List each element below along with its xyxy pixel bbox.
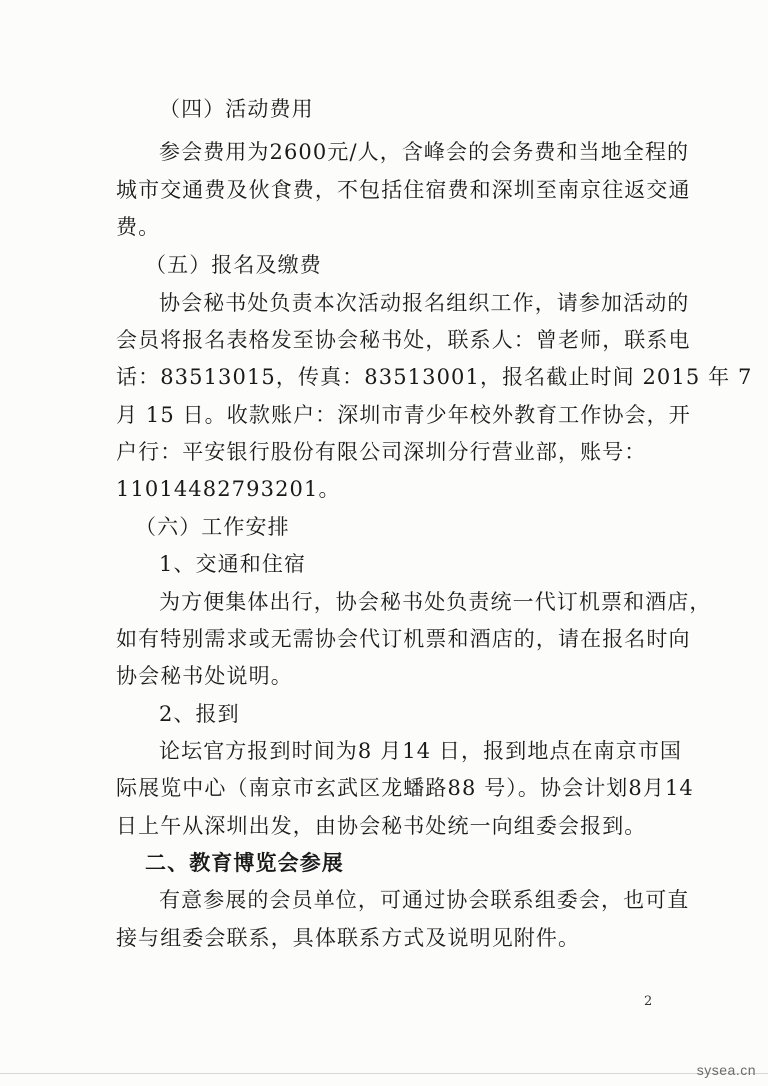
paragraph-line: 协会秘书处负责本次活动报名组织工作，请参加活动的 [159, 291, 690, 315]
paragraph-line: 日上午从深圳出发，由协会秘书处统一向组委会报到。 [116, 814, 647, 838]
section-heading-work-arrangements: （六）工作安排 [135, 515, 290, 539]
watermark-divider [0, 1073, 768, 1074]
subsection-heading-transport: 1、交通和住宿 [159, 552, 307, 576]
paragraph-line: 如有特别需求或无需协会代订机票和酒店的，请在报名时向 [116, 627, 691, 651]
section-heading-activity-fees: （四）活动费用 [159, 97, 314, 121]
paragraph-line: 11014482793201。 [116, 477, 341, 501]
page-number: 2 [644, 994, 653, 1009]
section-heading-registration: （五）报名及缴费 [145, 253, 322, 277]
paragraph-line: 际展览中心（南京市玄武区龙蟠路88 号）。协会计划8月14 [116, 776, 694, 800]
paragraph-line: 有意参展的会员单位，可通过协会联系组委会，也可直 [159, 888, 690, 912]
paragraph-line: 参会费用为2600元/人，含峰会的会务费和当地全程的 [159, 140, 690, 164]
paragraph-line: 月 15 日。收款账户：深圳市青少年校外教育工作协会，开 [116, 403, 691, 427]
paragraph-line: 接与组委会联系，具体联系方式及说明见附件。 [116, 926, 581, 950]
paragraph-line: 话：83513015，传真：83513001，报名截止时间 2015 年 7 [116, 365, 753, 389]
paragraph-line: 费。 [116, 215, 161, 239]
watermark-text: sysea.cn [696, 1062, 756, 1078]
section-heading-education-expo: 二、教育博览会参展 [145, 850, 344, 875]
paragraph-line: 户行：平安银行股份有限公司深圳分行营业部，账号： [116, 440, 647, 464]
subsection-heading-checkin: 2、报到 [159, 702, 240, 726]
paragraph-line: 会员将报名表格发至协会秘书处，联系人：曾老师，联系电 [116, 328, 691, 352]
paragraph-line: 协会秘书处说明。 [116, 664, 293, 688]
paragraph-line: 为方便集体出行，协会秘书处负责统一代订机票和酒店， [159, 590, 712, 614]
paragraph-line: 城市交通费及伙食费，不包括住宿费和深圳至南京往返交通 [116, 178, 691, 202]
paragraph-line: 论坛官方报到时间为8 月14 日，报到地点在南京市国 [159, 739, 683, 763]
